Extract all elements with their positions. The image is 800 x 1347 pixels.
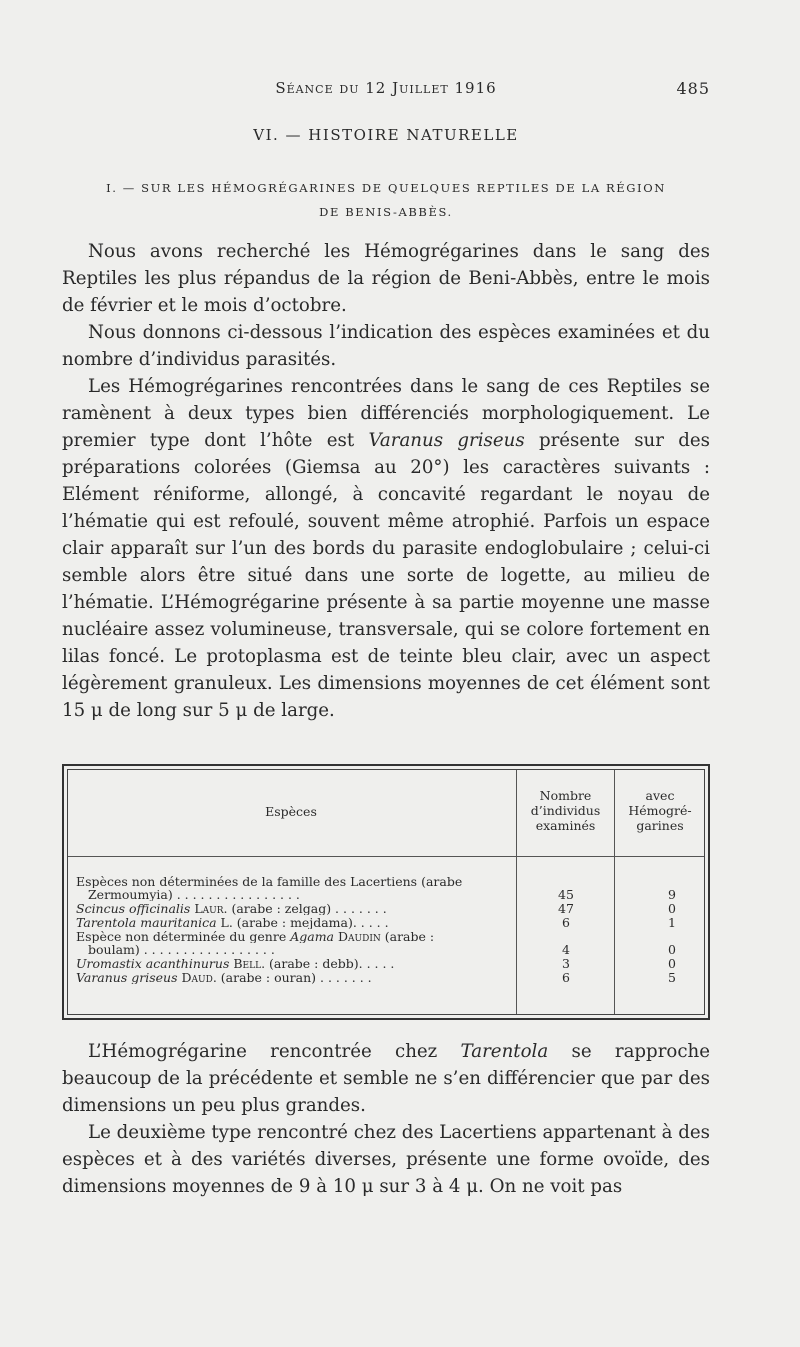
row-6-species [76, 971, 516, 984]
paragraph-3-part-a: Les Hémogrégarines rencontrées dans le sang de ces Reptiles se ramènent à deux types bien différenciés morphologiquement. Le premier type dont l’hôte est [62, 376, 710, 451]
row-2-author: Laur. [194, 902, 228, 915]
row-2-infected: 0 [668, 901, 676, 916]
paragraph-4 [62, 1038, 710, 1119]
row-4-author: Daudin [338, 930, 381, 943]
table-row [76, 943, 702, 956]
row-1-examined: 45 [558, 887, 574, 902]
row-1-species-line-2: Zermoumyia) . . . . . . . . . . . . . . . . [88, 888, 300, 901]
paragraph-5: Le deuxième type rencontré chez des Lacertiens appartenant à des espèces et à des variétés diverses, présente une forme ovoïde, des dimensions moyennes de 9 à 10 μ sur 3 à 4 μ. On ne voit pas [62, 1122, 710, 1197]
row-3-infected: 1 [668, 915, 676, 930]
header-divider [68, 856, 704, 857]
row-4-text-a: Espèce non déterminée du genre [76, 930, 287, 943]
header-examined-line-1: Nombre [539, 788, 592, 803]
row-2-name: Scincus officinalis [76, 902, 191, 915]
row-6-author: Daud. [181, 971, 217, 984]
row-2-species [76, 902, 516, 915]
row-5-name: Uromastix acanthinurus [76, 957, 230, 970]
paragraph-2: Nous donnons ci-dessous l’indication des espèces examinées et du nombre d’individus parasités. [62, 322, 710, 370]
running-title: Séance du 12 Juillet 1916 [275, 79, 497, 97]
page-number: 485 [676, 79, 710, 98]
row-3-rest: L. (arabe : mejdama). . . . . [220, 916, 389, 929]
paragraph-3-part-b: présente sur des préparations colorées (Giemsa au 20°) les caractères suivants : Elément réniforme, allongé, à concavité regardant le noyau de l’hématie qui est refoulé, souvent même atrophié. Parfois un espace clair apparaît sur l’un des bords du parasite endoglobulaire ; celui-ci semble alors être situé dans une sorte de logette, au milieu de l’hématie. L’Hémogrégarine présente à sa partie moyenne une masse nucléaire assez volumineuse, transversale, qui se colore fortement en lilas foncé. Le protoplasma est de teinte bleu clair, avec un aspect légèrement granuleux. Les dimensions moyennes de cet élément sont 15 μ de long sur 5 μ de large. [62, 430, 711, 721]
species-varanus: Varanus griseus [368, 430, 525, 451]
body-text-bottom [62, 1038, 710, 1200]
row-5-species [76, 957, 516, 970]
table-row [76, 930, 702, 943]
section-title: VI. — HISTOIRE NATURELLE [253, 126, 519, 144]
row-5-infected: 0 [668, 956, 676, 971]
header-examined [517, 788, 614, 833]
header-examined-line-2: d’individus [530, 803, 601, 818]
row-5-author: Bell. [233, 957, 266, 970]
article-title-line-2: DE BENIS-ABBÈS. [319, 205, 453, 219]
header-infected-line-3: garines [636, 818, 684, 833]
row-6-name: Varanus griseus [76, 971, 178, 984]
row-2-rest: (arabe : zelgag) . . . . . . . [231, 902, 387, 915]
row-1-infected: 9 [668, 887, 676, 902]
row-1-species-line-1: Espèces non déterminées de la famille des Lacertiens (arabe [76, 875, 463, 888]
article-title-line-1: I. — SUR LES HÉMOGRÉGARINES DE QUELQUES REPTILES DE LA RÉGION [106, 181, 666, 195]
table-row [76, 971, 702, 984]
species-table [62, 764, 710, 1020]
row-4-species-line-2: boulam) . . . . . . . . . . . . . . . . . [88, 943, 275, 956]
header-infected [615, 788, 705, 833]
table-row [76, 916, 702, 929]
row-6-rest: (arabe : ouran) . . . . . . . [220, 971, 372, 984]
body-text-top [62, 238, 710, 724]
header-examined-line-3: examinés [535, 818, 596, 833]
row-4-text-b: (arabe : [384, 930, 435, 943]
table-row [76, 875, 702, 888]
paragraph-1: Nous avons recherché les Hémogrégarines dans le sang des Reptiles les plus répandus de la région de Beni-Abbès, entre le mois de février et le mois d’octobre. [62, 241, 710, 316]
table-row [76, 888, 702, 901]
row-4-species-line-1 [76, 930, 516, 943]
row-6-infected: 5 [668, 970, 676, 985]
row-3-species [76, 916, 516, 929]
row-4-infected: 0 [668, 942, 676, 957]
article-title [62, 176, 710, 224]
row-4-genus: Agama [290, 930, 335, 943]
paragraph-4-part-b: se rapproche beaucoup de la précédente et semble ne s’en différencier que par des dimensions un peu plus grandes. [62, 1041, 710, 1116]
row-2-examined: 47 [558, 901, 574, 916]
paragraph-3 [62, 373, 710, 724]
header-infected-line-2: Hémogré- [628, 803, 692, 818]
row-6-examined: 6 [562, 970, 570, 985]
row-5-examined: 3 [562, 956, 570, 971]
paragraph-4-part-a: L’Hémogrégarine rencontrée chez [88, 1041, 461, 1062]
row-4-examined: 4 [562, 942, 570, 957]
table-row [76, 902, 702, 915]
table-row [76, 957, 702, 970]
row-3-name: Tarentola mauritanica [76, 916, 217, 929]
running-head [62, 79, 710, 103]
header-species: Espèces [265, 804, 317, 819]
row-3-examined: 6 [562, 915, 570, 930]
row-5-rest: (arabe : debb). . . . . [269, 957, 395, 970]
header-infected-line-1: avec [645, 788, 675, 803]
genus-tarentola: Tarentola [460, 1041, 549, 1062]
